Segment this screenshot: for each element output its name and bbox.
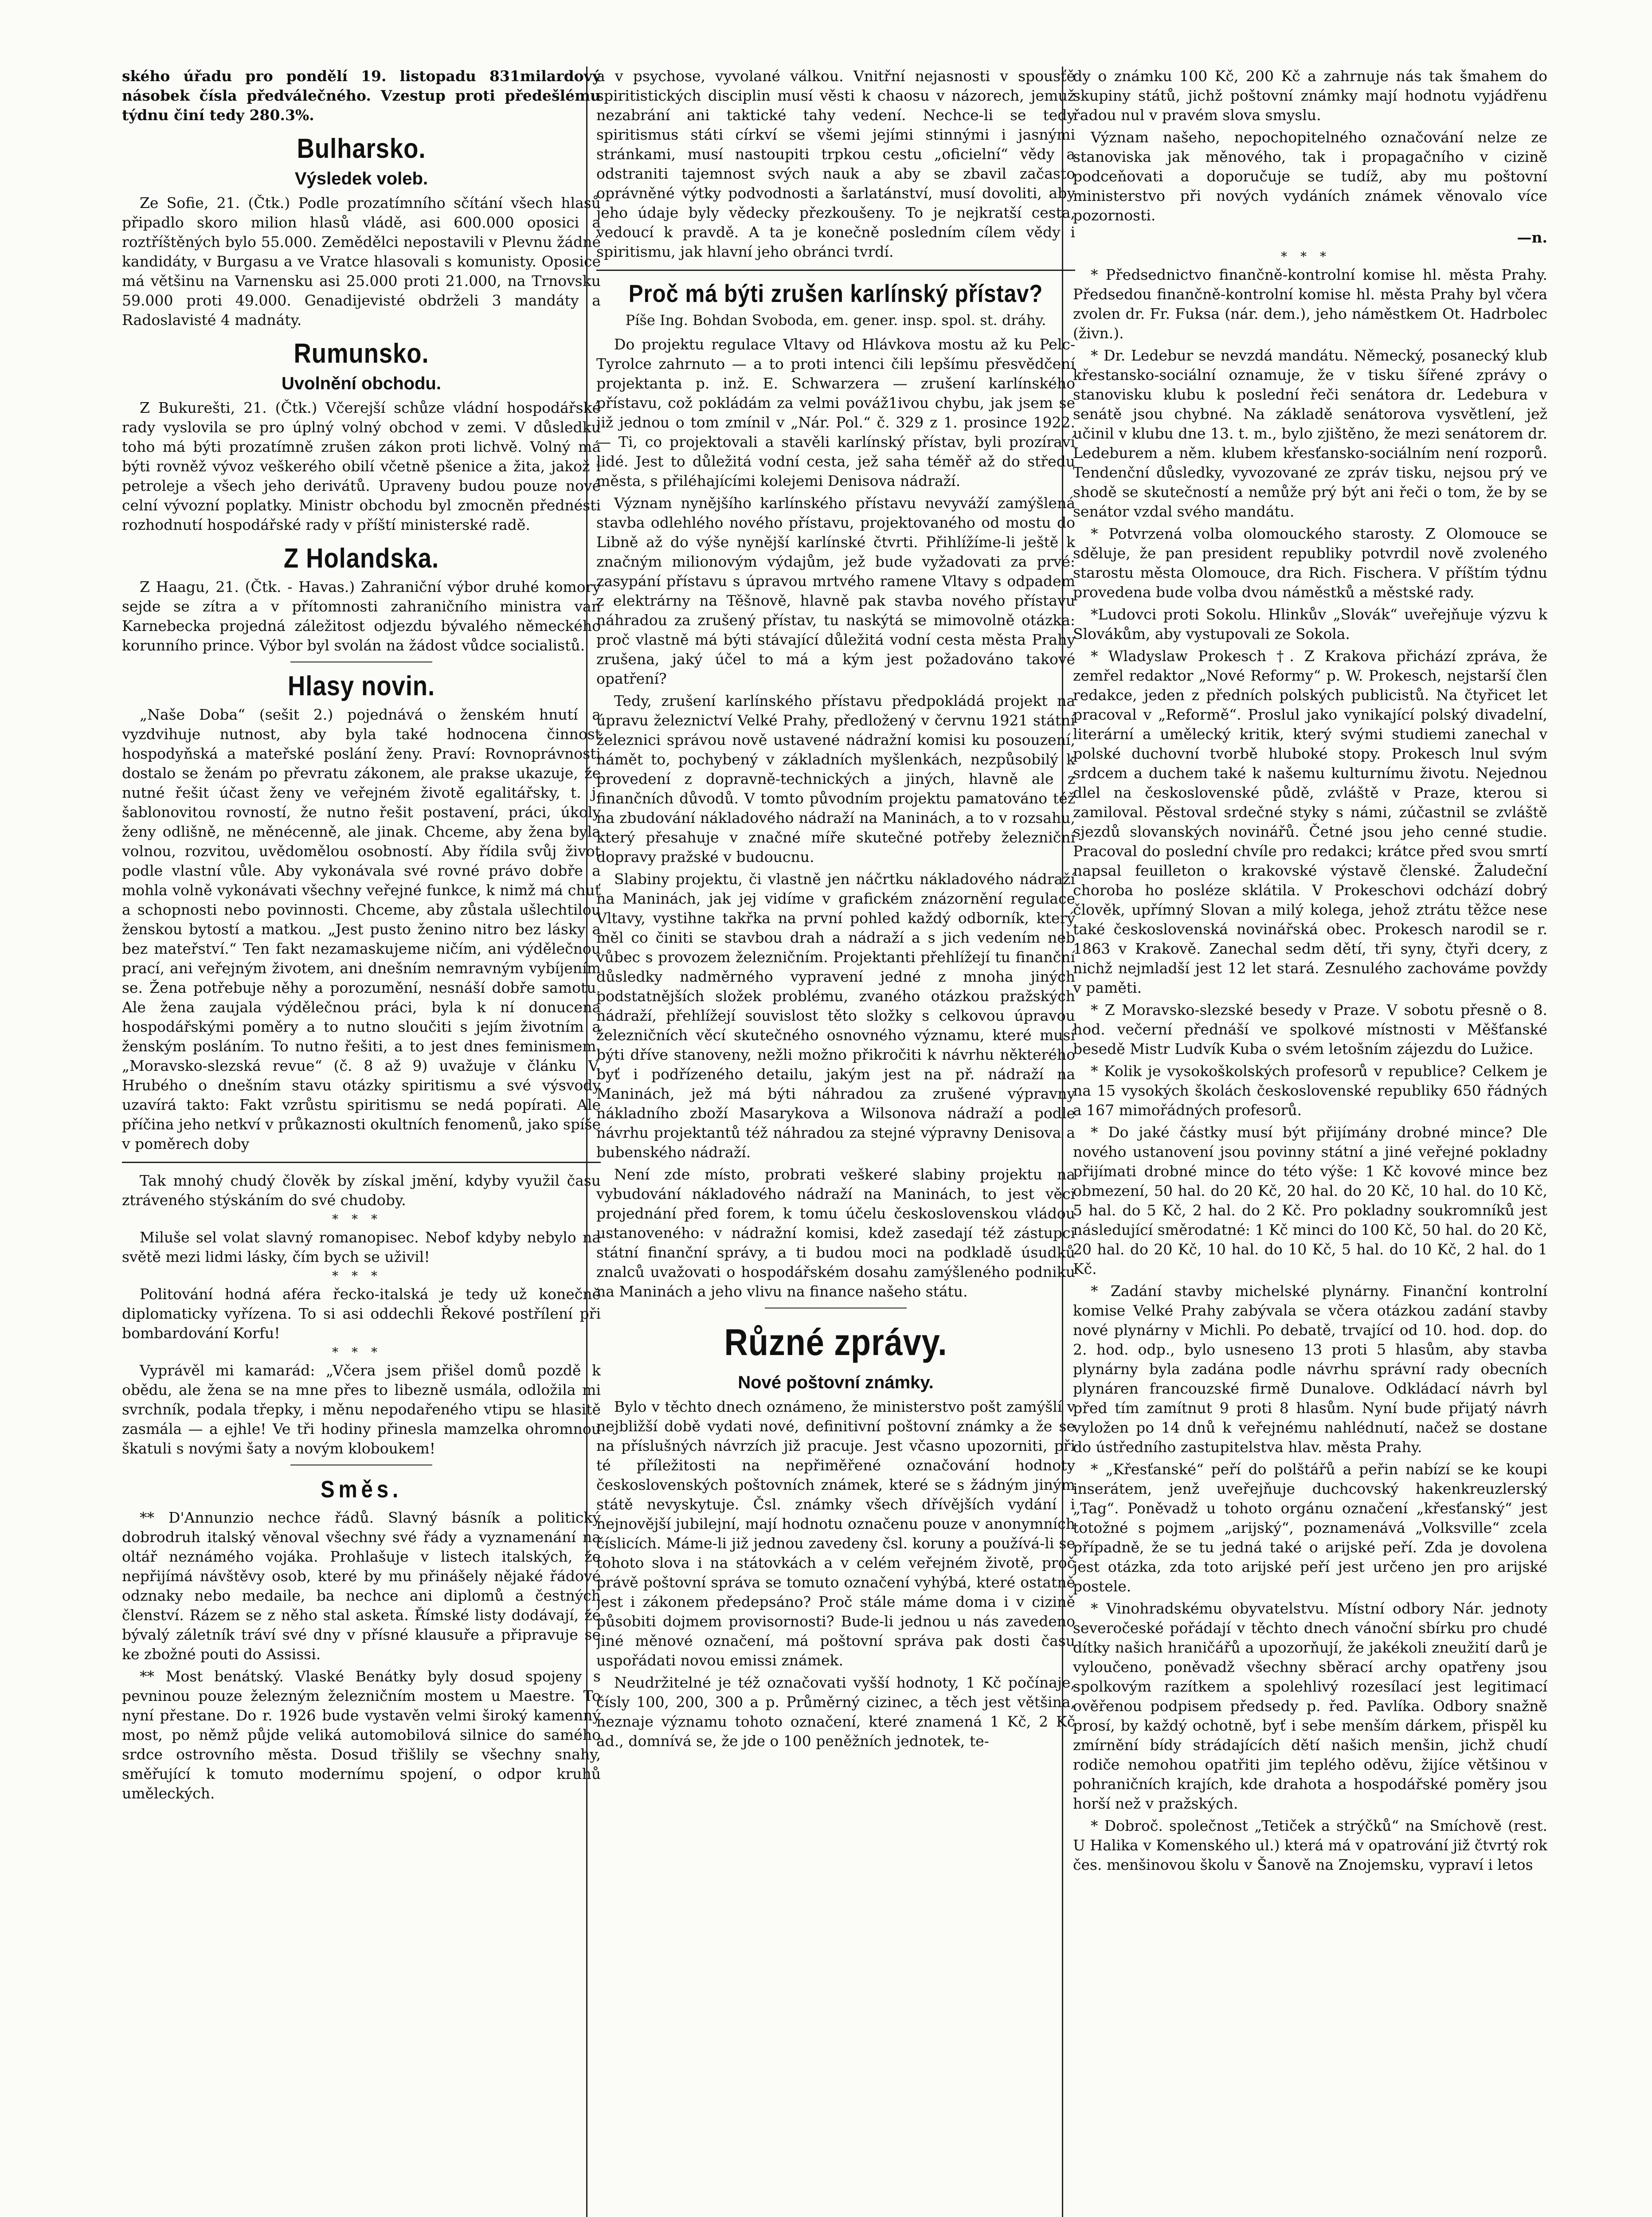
news-item: * Zadání stavby michelské plynárny. Finanční kontrolní komise Velké Prahy zabývala se včera otázkou zadání stavby nové plynárny v Michli. Po debatě, trvající od 10. hod. dop. do 2. hod. odp., bylo usneseno 13 proti 5 hlasům, aby stavba plynárny byla zadána podle návrhu správní rady obecních plynáren francouzské firmě Dunalove. Odkládací návrh byl před tím zamítnut 9 proti 8 hlasům. Nyní bude přijatý návrh vyložen po 14 dnů k veřejnému nahlédnutí, načež se dostane do ústředního zastupitelstva hlav. města Prahy.	[1073, 1282, 1547, 1456]
rumunsko-subheading: Uvolnění obchodu.	[282, 374, 441, 393]
asterisk-ornament: ***	[1281, 249, 1339, 264]
column-3	[1073, 67, 1547, 2217]
ruzne-subheading: Nové poštovní známky.	[738, 1373, 934, 1392]
news-item: * Potvrzená volba olomouckého starosty. Z Olomouce se sděluje, že pan president republiky potvrdil nově zvoleného starostu města Olomouce, dra Rich. Fischera. V příštím týdnu provedena bude volba dvou náměstků a městské rady.	[1073, 525, 1547, 601]
news-item: *Ludovci proti Sokolu. Hlinkův „Slovák“ uveřejňuje výzvu k Slovákům, aby vystupovali ze Sokola.	[1073, 606, 1547, 642]
column-1	[122, 67, 601, 2217]
bulharsko-paragraph: Ze Sofie, 21. (Čtk.) Podle prozatímního sčítání všech hlasů připadlo skoro milion hlasů vládě, asi 600.000 oposici a roztříštěných bylo 55.000. Zemědělci nepostavili v Plevnu žádné kandidáty, v Burgasu a ve Vratce hlasovali s komunisty. Oposice má většinu na Varnensku asi 25.000 proti 21.000, na Trnovsku 59.000 proti 49.000. Genadijevisté obdrželi 3 mandáty a Radoslavisté 4 madnáty.	[122, 194, 601, 329]
karlin-heading: Proč má býti zrušen karlínský přístav?	[628, 279, 1043, 307]
glosa-paragraph: Vyprávěl mi kamarád: „Včera jsem přišel domů pozdě k obědu, ale žena se na mne přes to libezně usmála, odložila mi svrchník, podala třepky, i měnu nepodařeného vtipu se hlasitě zasmála — a ejhle! Ve tři hodiny přinesla mamzelka ohromnou škatuli s novými šaty a novým kloboukem!	[122, 1362, 601, 1457]
stamps-continuation: dy o známku 100 Kč, 200 Kč a zahrnuje nás tak šmahem do skupiny států, jichž poštovní známky mají hodnotu vyjádřenu řadou nul v pravém slova smyslu.	[1073, 67, 1547, 124]
karlin-paragraph: Slabiny projektu, či vlastně jen náčrtku nákladového nádraží na Maninách, jak jej vidíme v grafickém znázornění regulace Vltavy, vystihne takřka na první pohled každý odborník, který měl co činiti se stavbou drah a nádraží a s jich vedením neb vůbec s provozem železničním. Projektanti přehlížejí tu finanční důsledky nadměrného vypravení jedné z mnoha jiných podstatnějších složek problému, zvaného otázkou pražských nádraží, přehlížejí souvislost těto složky s celkovou úpravou železničních věcí skutečného osnovného významu, které musí býti dříve stanoveny, nežli možno přikročiti k návrhu některého byť i podřízeného detailu, jakým jest na př. nádraží na Maninách, jež má býti náhradou za zrušené výpravny nákladního zboží Masarykova a Wilsonova nádraží a podle návrhu projektantů též náhradou za stejné výpravny Denisova a bubenského nádraží.	[596, 870, 1075, 1161]
rumunsko-heading: Rumunsko.	[294, 338, 429, 369]
glosa-paragraph: Politování hodná aféra řecko-italská je tedy už konečně diplomaticky vyřízena. To si asi oddechli Řekové postřílení při bombardování Korfu!	[122, 1285, 601, 1342]
holandska-paragraph: Z Haagu, 21. (Čtk. - Havas.) Zahraniční výbor druhé komory sejde se zítra a v přítomnosti zahraničního ministra van Karnebecka projedná záležitost odjezdu bývalého německého korunního prince. Výbor byl svolán na žádost vůdce socialistů.	[122, 578, 601, 654]
intro-paragraph: ského úřadu pro pondělí 19. listopadu 831milardový násobek čísla předválečného. Vzestup proti předešlému týdnu činí tedy 280.3%.	[122, 67, 601, 124]
ruzne-paragraph: Bylo v těchto dnech oznámeno, že ministerstvo pošt zamýšlí v nejbližší době vydati nové, definitivní poštovní známky a že se na příslušných návrzích již pracuje. Jest včasno upozorniti, při té příležitosti na nepřiměřené označování hodnoty československých poštovních známek, které se s žádným jiným státě nevyskytuje. Čsl. známky všech dřívějších vydání i nejnovější jubilejní, mají hodnotu označenu pouze v anonymních číslicích. Máme-li již jednou zavedeny čsl. koruny a používá-li se tohoto slova i na státovkách a v celém veřejném životě, proč právě poštovní správa se tomuto označení vyhýbá, které ostatně jest i zákonem předepsáno? Proč stále máme doma i v cizině působiti dojmem provisornosti? Bude-li jednou u nás zavedeno jiné měnové označení, má poštovní správa pak dosti času uspořádati novou emissi známek.	[596, 1398, 1075, 1669]
glosa-paragraph: Tak mnohý chudý člověk by získal jmění, kdyby využil času ztráveného stýskáním do své chudoby.	[122, 1172, 601, 1209]
news-item: * Dr. Ledebur se nevzdá mandátu. Německý, posanecký klub křestansko-sociální oznamuje, že v tisku šířené zprávy o stanovisku klubu k poslední řeči senátora dr. Ledebura v senátě jsou chybné. Na základě senátorova vysvětlení, jež učinil v klubu dne 13. t. m., bylo zjištěno, že mezi senátorem dr. Ledeburem a něm. klubem křesťansko-sociálním není rozporů. Tendenční důsledky, vyvozované ze zpráv tisku, nejsou prý ve shodě se skutečností a nemůže prý být ani řeči o tom, že by se senátor vzdal svého mandátu.	[1073, 347, 1547, 520]
hlasy-heading: Hlasy novin.	[288, 671, 435, 701]
divider	[596, 270, 1075, 271]
news-item: * Dobroč. společnost „Tetiček a strýčků“ na Smíchově (rest. U Halika v Komenského ul.) která má v opatrování již čtvrtý rok čes. menšinovou školu v Šanově na Znojemsku, vypraví i letos	[1073, 1817, 1547, 1873]
smes-paragraph: ** Most benátský. Vlaské Benátky byly dosud spojeny s pevninou pouze železným železničním mostem u Maestre. To nyní přestane. Do r. 1926 bude vystavěn velmi široký kamenný most, po němž půjde veliká automobilová silnice do samého srdce ostrovního města. Dosud třišlily se všechny snahy, směřující k tomuto modernímu spojení, o odpor kruhů uměleckých.	[122, 1668, 601, 1802]
karlin-paragraph: Do projektu regulace Vltavy od Hlávkova mostu až ku Pelc-Tyrolce zahrnuto — a to proti intenci čili lepšímu přesvědčení projektanta p. inž. E. Schwarzera — zrušení karlínského přístavu, což pokládám za velmi pováž1ivou chybu, jak jsem se již jednou o tom zmínil v „Nár. Pol.“ č. 329 z 1. prosince 1922. — Ti, co projektovali a stavěli karlínský přístav, byli prozíraví lidé. Jest to důležitá vodní cesta, jež saha téměř až do středu města, s přiléhajícími kolejemi Denisova nádraží.	[596, 336, 1075, 490]
bulharsko-subheading: Výsledek voleb.	[294, 169, 428, 188]
bulharsko-heading: Bulharsko.	[297, 133, 426, 164]
karlin-paragraph: Tedy, zrušení karlínského přístavu předpokládá projekt na úpravu železnictví Velké Prahy, předložený v červnu 1921 státní železnici správou nově ustavené nádražní komisi ku posouzení, námět to, pochybený v základních myšlenkách, nezpůsobilý k provedení z dopravně-technických a jiných, hlavně ale z finančních důvodů. V tomto původním projektu pamatováno též na zbudování nákladového nádraží na Maninách, a to v rozsahu, který přesahuje v značné míře skutečné potřeby železniční dopravy pražské v budoucnu.	[596, 692, 1075, 866]
ruzne-paragraph: Neudržitelné je též označovati vyšší hodnoty, 1 Kč počínaje, čísly 100, 200, 300 a p. Průměrný cizinec, a těch jest většina, neznaje významu tohoto označení, které znamená 1 Kč, 2 Kč ad., domnívá se, že jde o 100 peněžních jednotek, te-	[596, 1674, 1075, 1750]
signature: —n.	[1517, 229, 1547, 246]
news-item: * „Křesťanské“ peří do polštářů a peřin nabízí se ke koupi inserátem, jenž uveřejňuje duchcovský hakenkreuzlerský „Tag“. Poněvadž u tohoto orgánu označení „křesťanský“ jest totožné s pojmem „arijský“, poznamenává „Volksville“ zcela případně, že se tu jedná také o arijské peří. Zda je dovolena jest otázka, zda toto arijské peří jest určeno jen pro arijské postele.	[1073, 1461, 1547, 1595]
news-item: * Vinohradskému obyvatelstvu. Místní odbory Nár. jednoty severočeské pořádají v těchto dnech vánoční sbírku pro chudé dítky našich hraničářů a upozorňují, že jakékoli zneužití darů je vyloučeno, poněvadž všechny sběrací archy opatřeny jsou spolkovým razítkem a spolehlivý rozesílací jest legitimací ověřenou podpisem předsedy p. řed. Pavlíka. Odbory snažně prosí, by každý ochotně, byť i sebe menším dárkem, přispěl ku zmírnění bídy strádajících dětí našich menšin, jichž chudí rodiče nemohou opatřiti jim teplého oděvu, žijíce většinou v pohraničních krajích, kde drahota a hospodářské poměry jsou horší než v pražských.	[1073, 1600, 1547, 1812]
column-2	[596, 67, 1075, 2217]
rumunsko-paragraph: Z Bukurešti, 21. (Čtk.) Včerejší schůze vládní hospodářské rady vyslovila se pro úplný volný obchod v zemi. V důsledku toho má býti prozatímně zrušen zákon proti lichvě. Volný má býti rovněž vývoz veškerého obilí včetně pšenice a žita, jakož i petroleje a všech jeho derivátů. Upraveny budou pouze nové celní vývozní poplatky. Ministr obchodu byl zmocněn přednésti rozhodnutí hospodářské rady v příští ministerské radě.	[122, 399, 601, 533]
news-item: * Kolik je vysokoškolských profesorů v republice? Celkem je na 15 vysokých školách československé republiky 650 řádných a 167 mimořádných profesorů.	[1073, 1062, 1547, 1119]
hlasy-paragraph: „Naše Doba“ (sešit 2.) pojednává o ženském hnutí a vyzdvihuje nutnost, aby byla také hodnocena činnost hospodyňská a mateřské poslání ženy. Praví: Rovnoprávnosti dostalo se ženám po převratu zákonem, ale prakse ukazuje, že nutné řešit účast ženy ve veřejném životě egalitářsky, t. j. šablonovitou rovností, že nutno řešit postavení, práci, úkoly ženy odlišně, ne měnécenně, ale jinak. Chceme, aby žena byla volnou, rozvitou, uvědomělou osobností. Aby řídila svůj život podle vlastní vůle. Aby vykonávala své rovné právo dobře a mohla volně vykonávati všechny veřejné funkce, k nimž má chuť a schopnosti nebo povinnosti. Chceme, aby zůstala ušlechtilou ženskou bytostí a matkou. „Jest pusto ženino nitro bez lásky a bez mateřství.“ Ten fakt nezamaskujeme ničím, ani výdělečnou prací, ani veřejným životem, ani dnešním nemravným vybíjením se. Žena potřebuje něhy a porozumění, nesnáší dobře samotu. Ale žena zaujala výdělečnou práci, byla k ní donucena hospodářskými poměry a to nutno sloučiti s jejím životním a ženským posláním. To nutno řešiti, a to jest dnes feminismem. „Moravsko-slezská revue“ (č. 8 až 9) uvažuje v článku V. Hrubého o dnešním stavu otázky spiritismu a své výsvody uzavírá takto: Fakt vzrůstu spiritismu se nedá popírati. Ale příčina jeho netkví v průkaznosti okultních fenomenů, jako spíše v poměrech doby	[122, 706, 601, 1152]
karlin-byline: Píše Ing. Bohdan Svoboda, em. gener. insp. spol. st. dráhy.	[625, 312, 1046, 329]
asterisk-ornament: ***	[332, 1212, 391, 1226]
asterisk-ornament: ***	[332, 1269, 391, 1283]
glosa-paragraph: Miluše sel volat slavný romanopisec. Nebof kdyby nebylo na světě mezi lidmi lásky, čím bych se uživil!	[122, 1229, 601, 1265]
karlin-paragraph: Význam nynějšího karlínského přístavu nevyváží zamýšlená stavba odlehlého nového přístavu, projektovaného od mostu do Libně až do výše nynější karlínské čtvrti. Přihlížíme-li ještě k značným milionovým výdajům, jež bude vyžadovati za prvé: zasypání přístavu s úpravou mrtvého ramene Vltavy s odpadem z elektrárny na Těšnově, hlavně pak stavba nového přístavu náhradou za zrušený přístav, tu naskýtá se mimovolně otázka: proč vlastně má býti stávající důležitá vodní cesta města Prahy zrušena, jaký účel to má a kým jest požadováno takové opatření?	[596, 494, 1075, 687]
holandska-heading: Z Holandska.	[283, 543, 439, 574]
stamps-paragraph: Význam našeho, nepochopitelného označování nelze ze stanoviska jak měnového, tak i propagačního v cizině podceňovati a doporučuje se tudíž, aby mu poštovní ministerstvo při nových vydáních známek věnovalo více pozornosti.	[1073, 129, 1547, 224]
karlin-paragraph: Není zde místo, probrati veškeré slabiny projektu na vybudování nákladového nádraží na Maninách, to jest věci projednání před forem, k tomu účelu československou vládou ustanoveného: v nádražní komisi, kdež zasedají též zástupci státní finanční správy, a ti budou moci na podkladě úsudků znalců uvažovati o hospodářském dosahu zamýšleného podniku na Maninách a jeho vlivu na finance našeho státu.	[596, 1166, 1075, 1300]
news-item: * Předsednictvo finančně-kontrolní komise hl. města Prahy. Předsedou finančně-kontrolní komise hl. města Prahy byl včera zvolen dr. Fr. Fuksa (nár. dem.), jeho náměstkem Ot. Hadrbolec (živn.).	[1073, 266, 1547, 342]
asterisk-ornament: ***	[332, 1345, 391, 1359]
news-item: * Wladyslaw Prokesch †. Z Krakova přichází zpráva, že zemřel redaktor „Nové Reformy“ p. W. Prokesch, nejstarší člen redakce, jeden z předních polských publicistů. Na čtyřicet let pracoval v „Reformě“. Proslul jako vynikající polský divadelní, literární a umělecký kritik, který svými studiemi zanechal v polské duchovní tvorbě hluboké stopy. Prokesch lnul svým srdcem a duchem také k našemu kulturnímu životu. Nejednou dlel na československé půdě, zvláště v Praze, kterou si zamiloval. Pěstoval srdečné styky s námi, zúčastnil se zvláště sjezdů slovanských novinářů. Četné jsou jeho cenné studie. Pracoval do poslední chvíle pro redakci; krátce před svou smrtí napsal feuilleton o krakovské výstavě členské. Žaludeční choroba ho posléze sklátila. V Prokeschovi odchází dobrý člověk, upřímný Slovan a milý kolega, jehož ztrátu těžce nese také československá novinářská obec. Prokesch narodil se r. 1863 v Krakově. Zanechal sedm dětí, tři syny, čtyři dcery, z nichž nejmladší jest 12 let stará. Zesnulého zachováme povždy v paměti.	[1073, 647, 1547, 996]
ruzne-heading: Různé zprávy.	[724, 1321, 947, 1363]
smes-paragraph: ** D'Annunzio nechce řádů. Slavný básník a politický dobrodruh italský věnoval všechny své řády a vyznamenání na oltář neznámého vojáka. Prohlašuje v listech italských, že nepřijímá návštěvy osob, které by mu přinášely nějaké řádové odznaky nebo medaile, ba nechce ani diplomů a čestných členství. Rázem se z něho stal asketa. Římské listy dodávají, že bývalý záletník tráví své dny v přísné klausuře a připravuje se ke zbožné pouti do Assissi.	[122, 1509, 601, 1663]
divider	[122, 1162, 601, 1163]
news-item: * Do jaké částky musí být přijímány drobné mince? Dle nového ustanovení jsou povinny státní a jiné veřejné pokladny přijímati drobné mince do této výše: 1 Kč kovové mince bez obmezení, 50 hal. do 20 Kč, 20 hal. do 20 Kč, 10 hal. do 10 Kč, 5 hal. do 5 Kč, 2 hal. do 2 Kč. Pro pokladny soukromníků jest následující směrodatné: 1 Kč minci do 100 Kč, 50 hal. do 20 Kč, 20 hal. do 20 Kč, 10 hal. do 10 Kč, 5 hal. do 10 Kč, 2 hal. do 1 Kč.	[1073, 1124, 1547, 1277]
smes-heading: Směs.	[320, 1476, 403, 1503]
spiritism-continuation: a v psychose, vyvolané válkou. Vnitřní nejasnosti v spousťě spiritistických disciplin musí věsti k chaosu v názorech, jemuž nezabrání ani taktické tahy vedení. Nechce-li se tedy spiritismus státi církví se všemi jejími stinnými i jasnými stránkami, musí nastoupiti trpkou cestu „oficielní“ vědy a odstraniti tajemnost svých nauk a aby se zbavil začasto oprávněné výtky podvodnosti a šarlatánství, musí dovoliti, aby jeho údaje byly vědecky přezkoušeny. To je nejkratší cesta, vedoucí k pravdě. A ta je konečně posledním cílem vědy i spiritismu, jak hlavní jeho obránci tvrdí.	[596, 67, 1075, 260]
news-item: * Z Moravsko-slezské besedy v Praze. V sobotu přesně o 8. hod. večerní přednáší ve spolkové místnosti v Měšťanské besedě Mistr Ludvík Kuba o svém letošním zájezdu do Lužice.	[1073, 1001, 1547, 1058]
